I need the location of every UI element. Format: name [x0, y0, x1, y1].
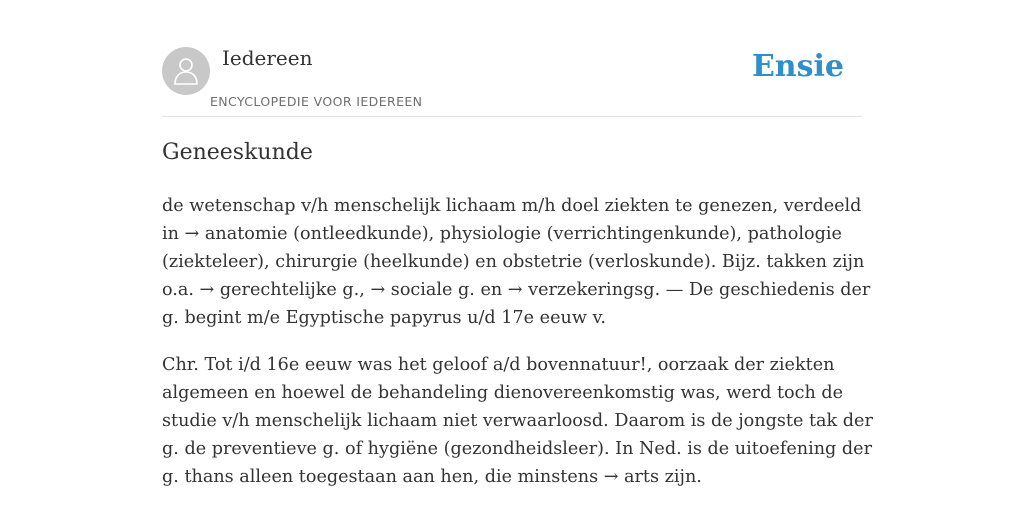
article-body — [162, 192, 882, 510]
article-title: Geneeskunde — [162, 140, 313, 165]
header — [162, 44, 862, 117]
article-paragraph: Chr. Tot i/d 16e eeuw was het geloof a/d bovennatuur!, oorzaak der ziekten algemeen en hoewel de behandeling dienovereenkomstig was, werd toch de studie v/h menschelijk lichaam niet verwaarloosd. Daarom is de jongste tak der g. de preventieve g. of hygiëne (gezondheidsleer). In Ned. is de uitoefening der g. thans alleen toegestaan aan hen, die minstens → arts zijn. — [162, 355, 873, 487]
avatar[interactable] — [162, 47, 210, 95]
brand-logo[interactable]: Ensie — [751, 49, 844, 84]
tagline: ENCYCLOPEDIE VOOR IEDEREEN — [210, 94, 423, 109]
user-icon — [172, 56, 200, 86]
author-name[interactable]: Iedereen — [222, 46, 313, 70]
article-paragraph: de wetenschap v/h menschelijk lichaam m/h doel ziekten te genezen, verdeeld in → anatomie (ontleedkunde), physiologie (verrichtingenkunde), pathologie (ziekteleer), chirurgie (heelkunde) en obstetrie (verloskunde). Bijz. takken zijn o.a. → gerechtelijke g., → sociale g. en → verzekeringsg. — De geschiedenis der g. begint m/e Egyptische papyrus u/d 17e eeuw v. — [162, 196, 871, 328]
